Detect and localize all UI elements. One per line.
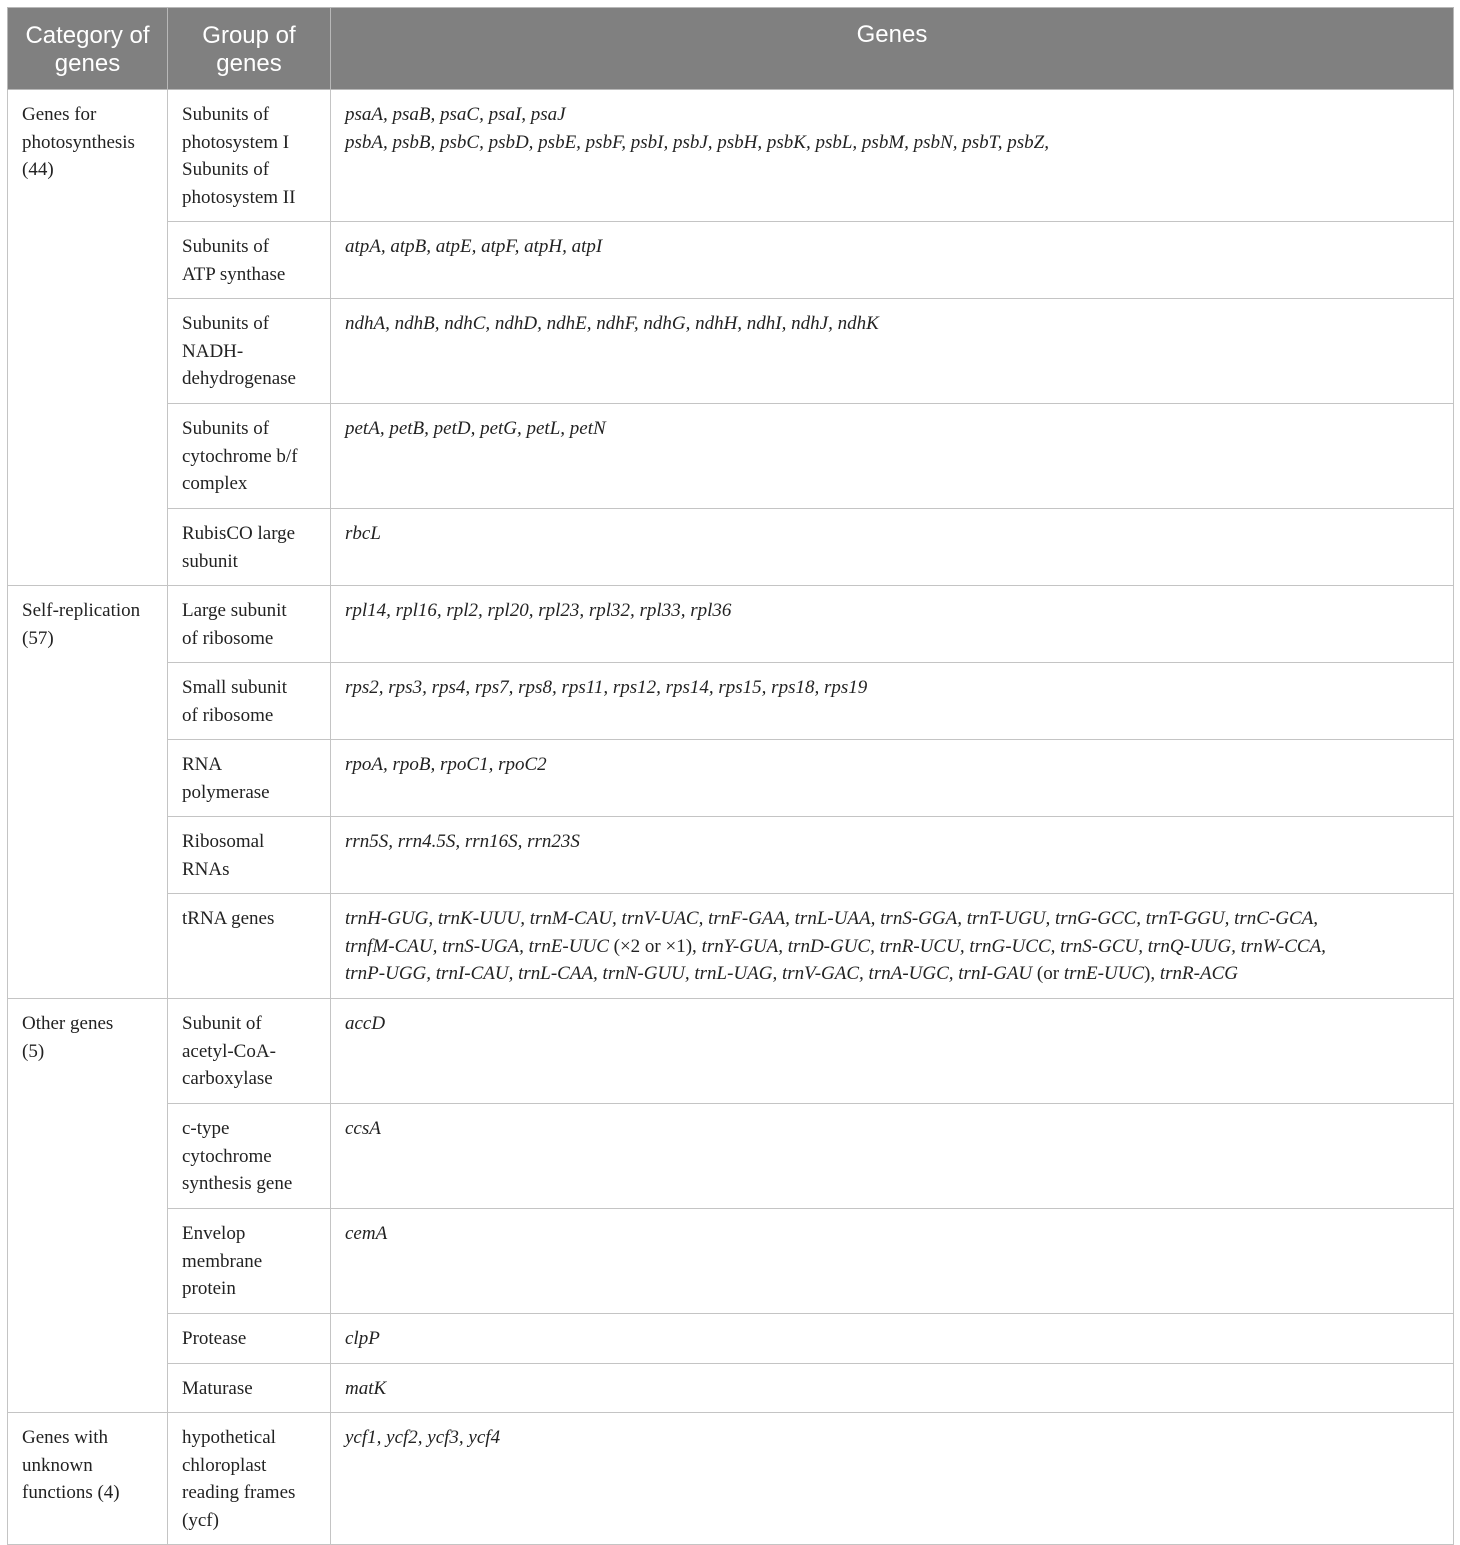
group-cell: RNA polymerase <box>168 740 331 817</box>
table-row <box>8 817 1454 894</box>
genes-cell: clpP <box>331 1314 1454 1364</box>
group-cell: Ribosomal RNAs <box>168 817 331 894</box>
header-genes: Genes <box>331 8 1454 90</box>
table-row <box>8 404 1454 509</box>
genes-cell: psaA, psaB, psaC, psaI, psaJ psbA, psbB, psbC, psbD, psbE, psbF, psbI, psbJ, psbH, psbK, psbL, psbM, psbN, psbT, psbZ, <box>331 90 1454 222</box>
header-category: Category of genes <box>8 8 168 90</box>
genes-cell: accD <box>331 999 1454 1104</box>
table-row <box>8 509 1454 586</box>
category-cell-self-replication: Self-replication (57) <box>8 586 168 999</box>
group-cell: c-type cytochrome synthesis gene <box>168 1104 331 1209</box>
genes-cell: cemA <box>331 1209 1454 1314</box>
category-cell-photosynthesis: Genes for photosynthesis (44) <box>8 90 168 586</box>
category-cell-unknown-functions: Genes with unknown functions (4) <box>8 1413 168 1545</box>
group-cell: RubisCO large subunit <box>168 509 331 586</box>
table-row <box>8 90 1454 222</box>
table-row <box>8 1314 1454 1364</box>
table-row <box>8 299 1454 404</box>
table-row <box>8 894 1454 999</box>
genes-cell: ndhA, ndhB, ndhC, ndhD, ndhE, ndhF, ndhG, ndhH, ndhI, ndhJ, ndhK <box>331 299 1454 404</box>
group-cell: Large subunit of ribosome <box>168 586 331 663</box>
genes-cell: matK <box>331 1363 1454 1413</box>
table-row <box>8 1413 1454 1545</box>
gene-category-table <box>7 7 1454 1545</box>
genes-cell: rpl14, rpl16, rpl2, rpl20, rpl23, rpl32, rpl33, rpl36 <box>331 586 1454 663</box>
genes-cell: rbcL <box>331 509 1454 586</box>
genes-cell: rpoA, rpoB, rpoC1, rpoC2 <box>331 740 1454 817</box>
genes-cell: ycf1, ycf2, ycf3, ycf4 <box>331 1413 1454 1545</box>
genes-cell: rrn5S, rrn4.5S, rrn16S, rrn23S <box>331 817 1454 894</box>
gene-table-container <box>7 7 1453 1545</box>
genes-cell: ccsA <box>331 1104 1454 1209</box>
group-cell: Small subunit of ribosome <box>168 663 331 740</box>
group-cell: Maturase <box>168 1363 331 1413</box>
table-row <box>8 663 1454 740</box>
table-row <box>8 740 1454 817</box>
genes-cell-trna: trnH-GUG, trnK-UUU, trnM-CAU, trnV-UAC, trnF-GAA, trnL-UAA, trnS-GGA, trnT-UGU, trnG-GCC, trnT-GGU, trnC-GCA, trnfM-CAU, trnS-UGA, trnE-UUC (×2 or ×1), trnY-GUA, trnD-GUC, trnR-UCU, trnG-UCC, trnS-GCU, trnQ-UUG, trnW-CCA, trnP-UGG, trnI-CAU, trnL-CAA, trnN-GUU, trnL-UAG, trnV-GAC, trnA-UGC, trnI-GAU (or trnE-UUC), trnR-ACG <box>331 894 1454 999</box>
group-cell: Subunits of cytochrome b/f complex <box>168 404 331 509</box>
group-cell: tRNA genes <box>168 894 331 999</box>
genes-cell: atpA, atpB, atpE, atpF, atpH, atpI <box>331 222 1454 299</box>
table-row <box>8 1209 1454 1314</box>
group-cell: Subunits of ATP synthase <box>168 222 331 299</box>
table-row <box>8 1104 1454 1209</box>
table-row <box>8 222 1454 299</box>
group-cell: Subunit of acetyl-CoA- carboxylase <box>168 999 331 1104</box>
group-cell: hypothetical chloroplast reading frames (ycf) <box>168 1413 331 1545</box>
header-group: Group of genes <box>168 8 331 90</box>
genes-cell: petA, petB, petD, petG, petL, petN <box>331 404 1454 509</box>
header-row <box>8 8 1454 90</box>
table-row <box>8 999 1454 1104</box>
group-cell: Protease <box>168 1314 331 1364</box>
category-cell-other-genes: Other genes (5) <box>8 999 168 1413</box>
group-cell: Envelop membrane protein <box>168 1209 331 1314</box>
genes-cell: rps2, rps3, rps4, rps7, rps8, rps11, rps12, rps14, rps15, rps18, rps19 <box>331 663 1454 740</box>
group-cell: Subunits of photosystem I Subunits of photosystem II <box>168 90 331 222</box>
table-row <box>8 1363 1454 1413</box>
table-row <box>8 586 1454 663</box>
group-cell: Subunits of NADH- dehydrogenase <box>168 299 331 404</box>
